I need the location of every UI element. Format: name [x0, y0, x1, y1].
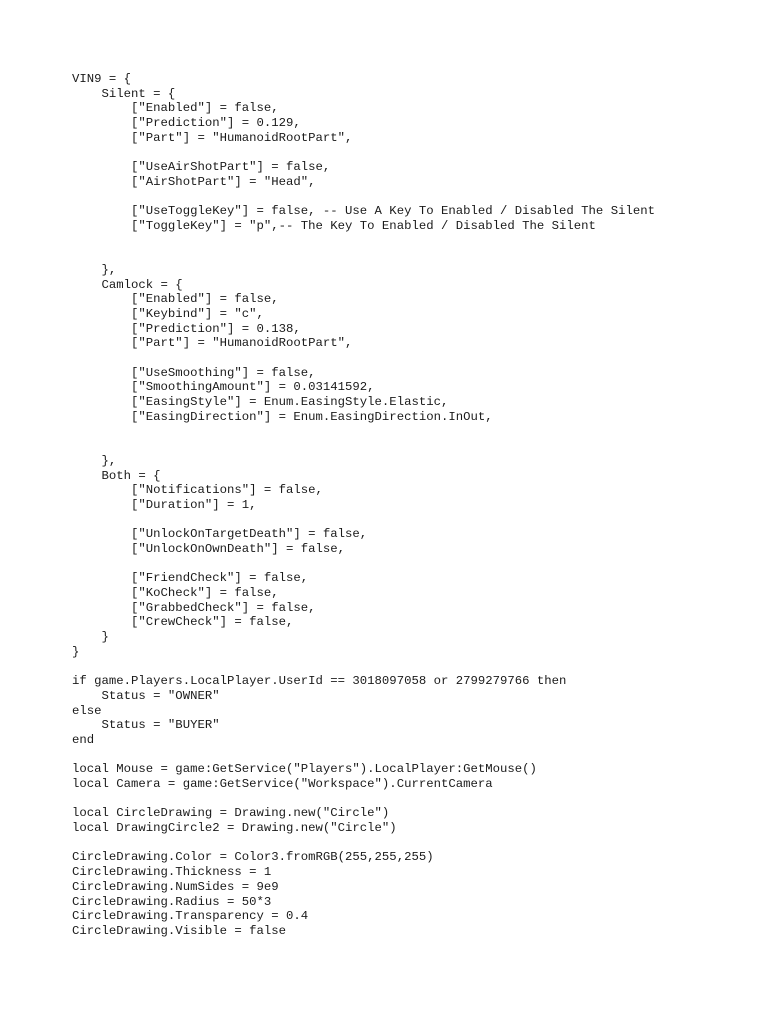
code-line	[72, 351, 655, 366]
code-line: ["Keybind"] = "c",	[72, 307, 264, 321]
code-line	[72, 248, 655, 263]
code-line: ["Enabled"] = false,	[72, 292, 279, 307]
code-line	[72, 836, 655, 851]
code-line	[72, 660, 655, 675]
code-line: },	[72, 262, 117, 277]
code-line: ["UseSmoothing"] = false,	[72, 365, 316, 380]
code-line: ["UnlockOnOwnDeath"] = false,	[72, 542, 346, 556]
code-line: ["Prediction"] = 0.138,	[72, 321, 301, 336]
code-line: ["Duration"] = 1,	[72, 497, 257, 512]
code-line: end	[72, 732, 95, 747]
code-line: ["KoCheck"] = false,	[72, 586, 279, 601]
code-line: },	[72, 453, 117, 468]
code-line	[72, 748, 655, 763]
code-line: CircleDrawing.Color = Color3.fromRGB(255,255,255)	[72, 850, 434, 865]
code-line: CircleDrawing.Radius = 50*3	[72, 894, 272, 909]
code-line: else	[72, 703, 102, 718]
code-line: ["Part"] = "HumanoidRootPart",	[72, 130, 353, 145]
code-line: ["AirShotPart"] = "Head",	[72, 174, 316, 189]
code-line: CircleDrawing.Thickness = 1	[72, 865, 272, 880]
code-line	[72, 792, 655, 807]
code-line: ["EasingDirection"] = Enum.EasingDirection.InOut,	[72, 409, 493, 424]
code-line	[72, 557, 655, 572]
code-line: ["UnlockOnTargetDeath"] = false,	[72, 527, 368, 542]
code-line: ["Prediction"] = 0.129,	[72, 116, 301, 131]
code-line: }	[72, 644, 80, 659]
code-line: CircleDrawing.NumSides = 9e9	[72, 879, 279, 894]
code-line: Both = {	[72, 468, 161, 483]
code-line: local Camera = game:GetService("Workspace").CurrentCamera	[72, 777, 493, 791]
code-line: Silent = {	[72, 86, 176, 101]
code-line: ["ToggleKey"] = "p",-- The Key To Enabled / Disabled The Silent	[72, 218, 596, 233]
code-line: CircleDrawing.Visible = false	[72, 923, 287, 938]
code-line: Status = "BUYER"	[72, 718, 220, 733]
code-line: local DrawingCircle2 = Drawing.new("Circle")	[72, 821, 397, 836]
code-line: VIN9 = {	[72, 72, 132, 86]
code-block	[72, 72, 655, 939]
code-line: Status = "OWNER"	[72, 688, 220, 703]
code-line: }	[72, 630, 109, 645]
code-line	[72, 425, 655, 440]
code-line: local Mouse = game:GetService("Players").LocalPlayer:GetMouse()	[72, 762, 537, 777]
code-line	[72, 439, 655, 454]
code-line: ["FriendCheck"] = false,	[72, 571, 309, 586]
code-line	[72, 190, 655, 205]
code-line	[72, 513, 655, 528]
code-line: ["Enabled"] = false,	[72, 101, 279, 116]
code-line: ["EasingStyle"] = Enum.EasingStyle.Elastic,	[72, 395, 449, 410]
code-line: ["UseAirShotPart"] = false,	[72, 160, 331, 175]
code-line: if game.Players.LocalPlayer.UserId == 3018097058 or 2799279766 then	[72, 674, 567, 689]
code-line: ["GrabbedCheck"] = false,	[72, 600, 316, 615]
code-line: ["CrewCheck"] = false,	[72, 615, 294, 630]
code-line	[72, 145, 655, 160]
code-line: ["UseToggleKey"] = false, -- Use A Key To Enabled / Disabled The Silent	[72, 204, 655, 219]
code-line: ["SmoothingAmount"] = 0.03141592,	[72, 380, 375, 395]
code-line: local CircleDrawing = Drawing.new("Circle")	[72, 806, 390, 821]
code-line: ["Part"] = "HumanoidRootPart",	[72, 336, 353, 351]
code-line	[72, 234, 655, 249]
code-line: ["Notifications"] = false,	[72, 483, 323, 498]
code-line: CircleDrawing.Transparency = 0.4	[72, 909, 309, 924]
code-line: Camlock = {	[72, 277, 183, 292]
